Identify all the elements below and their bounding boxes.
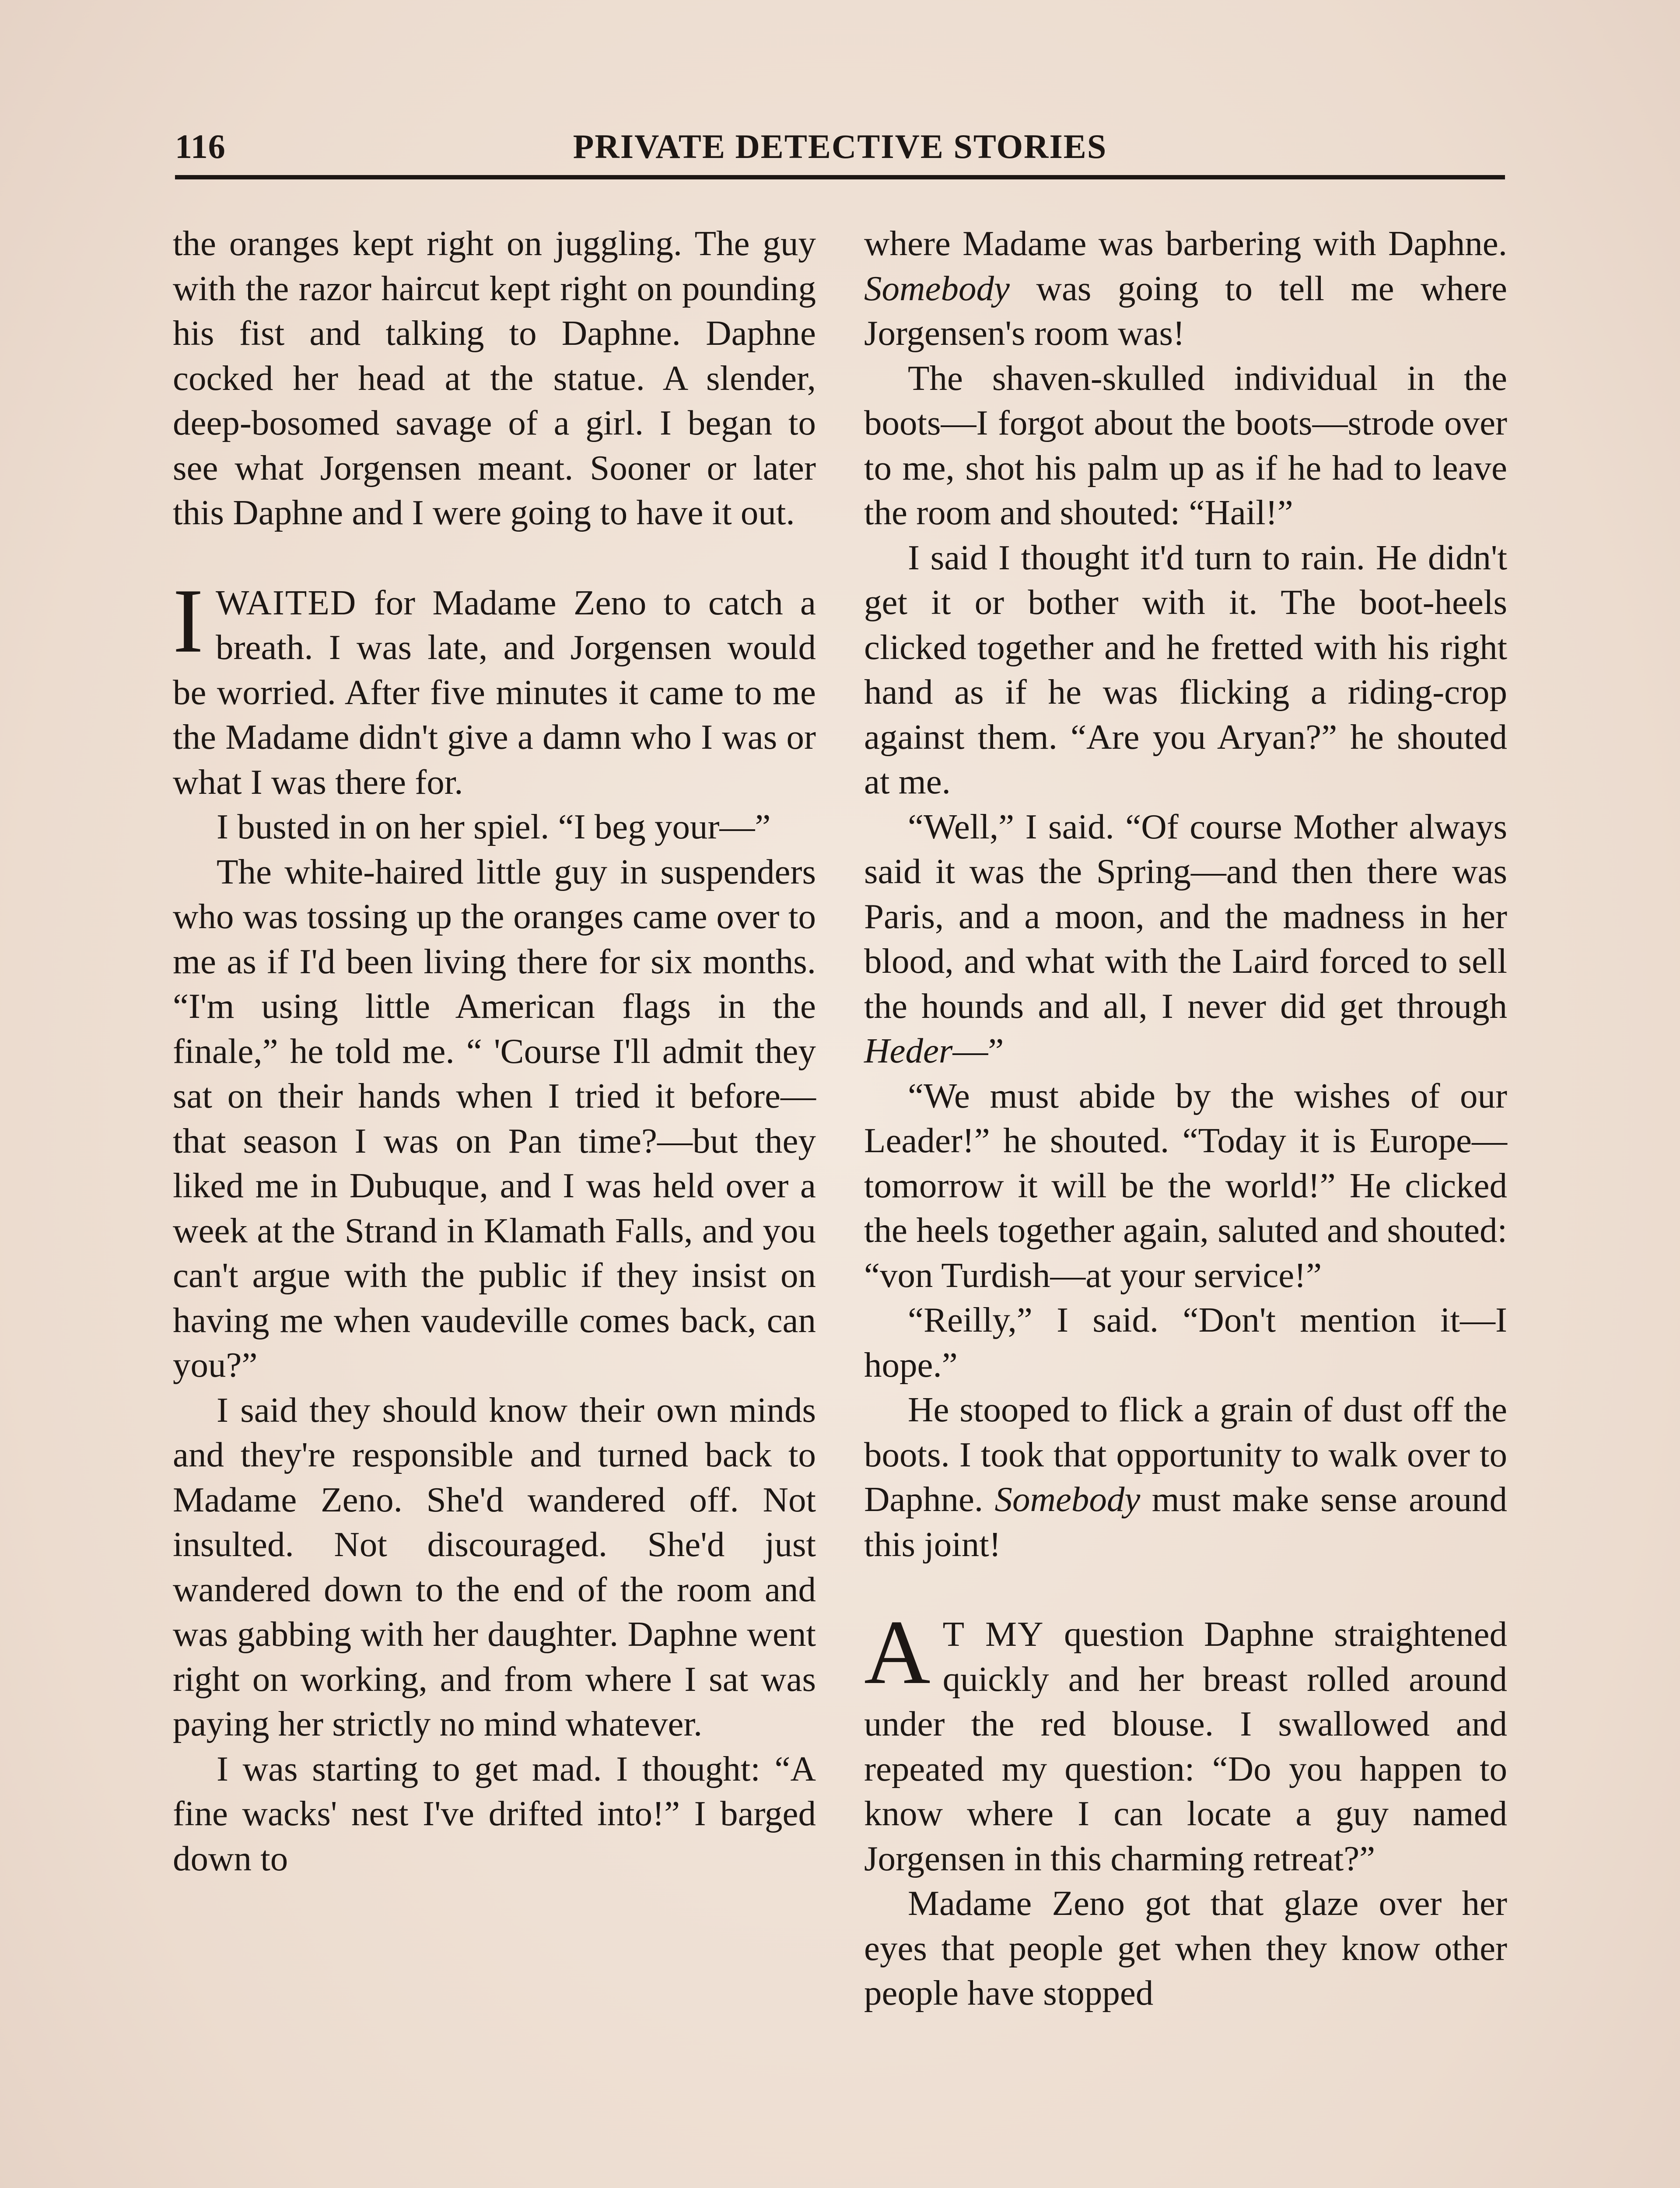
emphasis: Somebody (864, 268, 1010, 308)
paragraph: The shaven-skulled individual in the boots—I forgot about the boots—strode over to me, shot his palm up as if he had to leave the room and shouted: “Hail!” (864, 358, 1507, 532)
drop-cap: A (864, 1602, 931, 1703)
paragraph (864, 804, 1507, 1073)
paragraph-text: for Madame Zeno to catch a breath. I was late, and Jorgensen would be worried. After five minutes it came to me the Madame didn't give a damn who I was or what I was there for. (173, 582, 816, 802)
section-paragraph (864, 1602, 1507, 1881)
paragraph-text: question Daphne straightened quickly and her breast rolled around under the red blouse. I swallowed and repeated my question: “Do you happen to know where I can locate a guy named Jorgensen in this charming retreat?” (864, 1614, 1507, 1878)
header-rule (175, 175, 1505, 179)
left-column (173, 221, 816, 1881)
paragraph-text: “Well,” I said. “Of course Mother always said it was the Spring—and then there was Paris, and a moon, and the madness in her blood, and what with the Laird forced to sell the hounds and all, I never did get through (864, 806, 1507, 1026)
paragraph: the oranges kept right on juggling. The guy with the razor haircut kept right on pounding his fist and talking to Daphne. Daphne cocked her head at the statue. A slender, deep-bosomed savage of a girl. I began to see what Jorgensen meant. Sooner or later this Daphne and I were going to have it out. (173, 224, 816, 532)
paragraph-text: must make sense around this joint! (864, 1480, 1508, 1564)
paragraph: I was starting to get mad. I thought: “A fine wacks' nest I've drifted into!” I barged down to (173, 1749, 816, 1878)
paragraph-text: He stooped to flick a grain of dust off the boots. I took that opportunity to walk over to Daphne. (864, 1390, 1507, 1519)
paragraph: I said I thought it'd turn to rain. He didn't get it or bother with it. The boot-heels clicked together and he fretted with his right hand as if he was flicking a riding-crop against them. “Are you Aryan?” he shouted at me. (864, 537, 1507, 801)
running-title: PRIVATE DETECTIVE STORIES (573, 127, 1107, 165)
lead-in-caps: T MY (942, 1614, 1044, 1654)
paragraph: “Reilly,” I said. “Don't mention it—I hope.” (864, 1300, 1507, 1385)
paragraph (864, 1387, 1507, 1567)
emphasis: Somebody (994, 1480, 1141, 1519)
paragraph: I said they should know their own minds and they're responsible and turned back to Madame Zeno. She'd wandered off. Not insulted. Not discouraged. She'd just wandered down to the end of the room and was gabbing with her daughter. Daphne went right on working, and from where I sat was paying her strictly no mind whatever. (173, 1390, 816, 1743)
page-header (175, 127, 1505, 179)
page-number: 116 (175, 127, 226, 165)
emphasis: Heder (864, 1031, 953, 1070)
paragraph-text: where Madame was barbering with Daphne. (864, 224, 1507, 263)
paragraph-text: was going to tell me where Jorgensen's room was! (864, 268, 1507, 353)
drop-cap: I (173, 570, 203, 672)
paragraph: I busted in on her spiel. “I beg your—” (217, 807, 771, 846)
right-column (864, 221, 1507, 2016)
section-paragraph (173, 570, 816, 805)
paragraph: The white-haired little guy in suspenders who was tossing up the oranges came over to me as if I'd been living there for six months. “I'm using little American flags in the finale,” he told me. “ 'Course I'll admit they sat on their hands when I tried it before—that season I was on Pan time?—but they liked me in Dubuque, and I was held over a week at the Strand in Klamath Falls, and you can't argue with the public if they insist on having me when vaudeville comes back, can you?” (173, 852, 816, 1385)
lead-in-caps: WAITED (215, 582, 357, 622)
paragraph: “We must abide by the wishes of our Leader!” he shouted. “Today it is Europe—tomorrow it will be the world!” He clicked the heels together again, saluted and shouted: “von Turdish—at your service!” (864, 1076, 1507, 1295)
paragraph-text: —” (952, 1031, 1004, 1070)
paragraph: Madame Zeno got that glaze over her eyes that people get when they know other people have stopped (864, 1883, 1507, 2013)
paragraph (864, 221, 1507, 356)
